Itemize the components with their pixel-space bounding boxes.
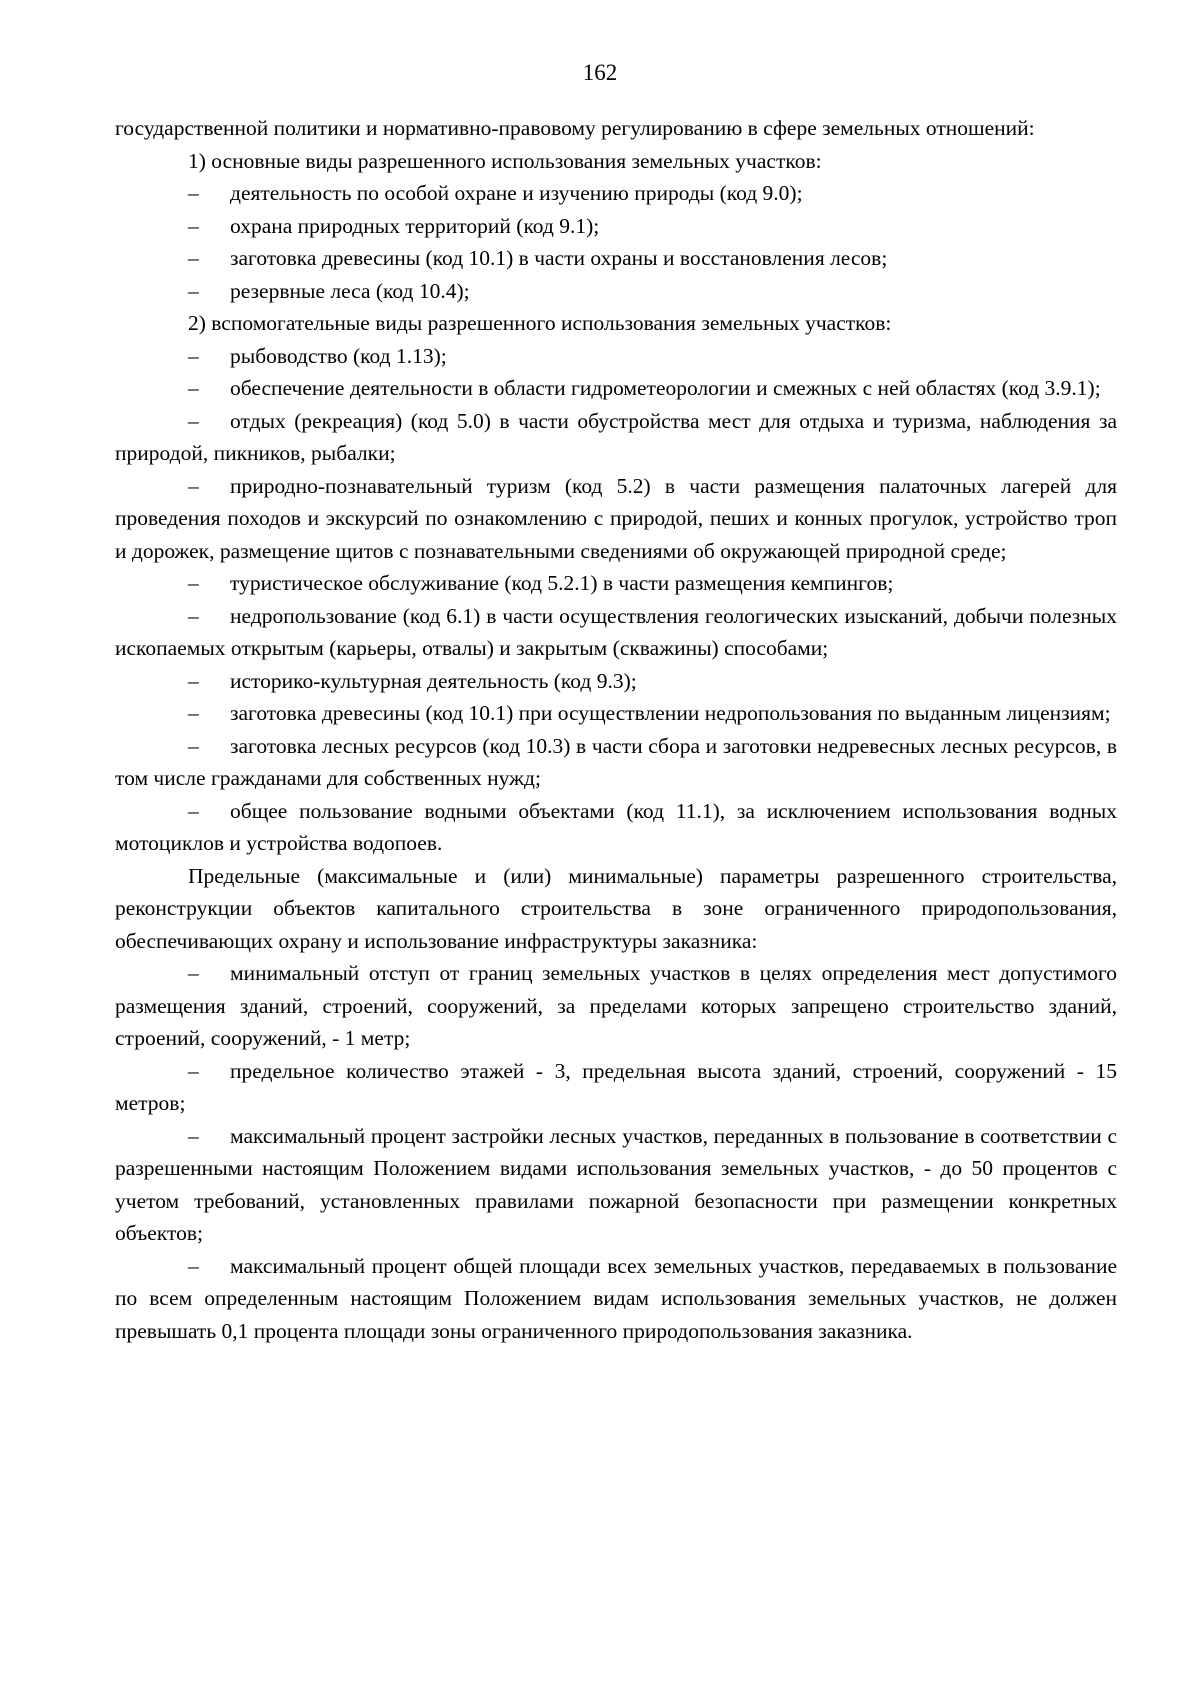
list-item bbox=[115, 1250, 1117, 1348]
list-item bbox=[115, 242, 1117, 275]
list-item bbox=[115, 340, 1117, 373]
list-item bbox=[115, 730, 1117, 795]
list-item-text: предельное количество этажей - 3, предельная высота зданий, строений, сооружений - 15 метров; bbox=[115, 1058, 1117, 1115]
list-item-text: охрана природных территорий (код 9.1); bbox=[230, 213, 600, 238]
list-item bbox=[115, 1055, 1117, 1120]
paragraph-main-uses-heading: 1) основные виды разрешенного использования земельных участков: bbox=[188, 148, 822, 173]
dash-marker: – bbox=[188, 1123, 199, 1148]
dash-marker: – bbox=[188, 798, 199, 823]
paragraph-continuation: государственной политики и нормативно-правовому регулированию в сфере земельных отношений: bbox=[115, 116, 1035, 140]
list-item-text: максимальный процент общей площади всех земельных участков, передаваемых в пользование по всем определенным настоящим Положением видам использования земельных участков, не должен превышать 0,1 процента площади зоны ограниченного природопользования заказника. bbox=[115, 1253, 1117, 1343]
dash-marker: – bbox=[188, 343, 199, 368]
list-item bbox=[115, 275, 1117, 308]
dash-marker: – bbox=[188, 961, 199, 985]
list-item-text: недропользование (код 6.1) в части осуществления геологических изысканий, добычи полезных ископаемых открытым (карьеры, отвалы) и закрытым (скважины) способами; bbox=[115, 603, 1117, 660]
list-item-text: деятельность по особой охране и изучению природы (код 9.0); bbox=[230, 181, 803, 205]
list-item-text: туристическое обслуживание (код 5.2.1) в части размещения кемпингов; bbox=[230, 571, 894, 595]
dash-marker: – bbox=[188, 571, 199, 595]
dash-marker: – bbox=[188, 668, 199, 693]
list-item-text: рыбоводство (код 1.13); bbox=[230, 343, 447, 368]
list-item-text: обеспечение деятельности в области гидрометеорологии и смежных с ней областях (код 3.9.1); bbox=[230, 376, 1101, 400]
paragraph-auxiliary-uses-heading: 2) вспомогательные виды разрешенного использования земельных участков: bbox=[188, 311, 892, 335]
dash-marker: – bbox=[188, 246, 199, 270]
dash-marker: – bbox=[188, 181, 199, 205]
list-item bbox=[115, 600, 1117, 665]
list-item-text: природно-познавательный туризм (код 5.2) в части размещения палаточных лагерей для проведения походов и экскурсий по ознакомлению с природой, пеших и конных прогулок, устройство троп и дорожек, размещение щитов с познавательными сведениями об окружающей природной среде; bbox=[115, 473, 1117, 563]
list-item bbox=[115, 210, 1117, 243]
dash-marker: – bbox=[188, 213, 199, 238]
page-number: 162 bbox=[582, 60, 618, 85]
list-item bbox=[115, 567, 1117, 600]
list-item-text: историко-культурная деятельность (код 9.3); bbox=[230, 668, 637, 693]
list-item-text: отдых (рекреация) (код 5.0) в части обустройства мест для отдыха и туризма, наблюдения за природой, пикников, рыбалки; bbox=[115, 408, 1117, 465]
list-item-text: максимальный процент застройки лесных участков, переданных в пользование в соответствии с разрешенными настоящим Положением видами использования земельных участков, - до 50 процентов с учетом требований, установленных правилами пожарной безопасности при размещении конкретных объектов; bbox=[115, 1123, 1117, 1245]
list-item-text: общее пользование водными объектами (код 11.1), за исключением использования водных мотоциклов и устройства водопоев. bbox=[115, 798, 1117, 855]
list-item-text: резервные леса (код 10.4); bbox=[230, 278, 470, 303]
paragraph-limit-parameters: Предельные (максимальные и (или) минимальные) параметры разрешенного строительства, реконструкции объектов капитального строительства в зоне ограниченного природопользования, обеспечивающих охрану и использование инфраструктуры заказника: bbox=[115, 863, 1117, 953]
document-body bbox=[115, 112, 1117, 1347]
dash-marker: – bbox=[188, 733, 199, 758]
list-item bbox=[115, 697, 1117, 730]
dash-marker: – bbox=[188, 376, 199, 400]
dash-marker: – bbox=[188, 1058, 199, 1083]
list-item bbox=[115, 957, 1117, 1055]
dash-marker: – bbox=[188, 278, 199, 303]
list-item-text: заготовка древесины (код 10.1) при осуществлении недропользования по выданным лицензиям; bbox=[230, 701, 1111, 725]
dash-marker: – bbox=[188, 473, 199, 498]
list-item bbox=[115, 372, 1117, 405]
list-item bbox=[115, 795, 1117, 860]
dash-marker: – bbox=[188, 603, 199, 628]
dash-marker: – bbox=[188, 408, 199, 433]
list-item bbox=[115, 1120, 1117, 1250]
list-item bbox=[115, 470, 1117, 568]
list-item bbox=[115, 665, 1117, 698]
list-item-text: заготовка древесины (код 10.1) в части охраны и восстановления лесов; bbox=[230, 246, 888, 270]
list-item-text: минимальный отступ от границ земельных участков в целях определения мест допустимого размещения зданий, строений, сооружений, за пределами которых запрещено строительство зданий, строений, сооружений, - 1 метр; bbox=[115, 961, 1117, 1050]
dash-marker: – bbox=[188, 1253, 199, 1278]
dash-marker: – bbox=[188, 701, 199, 725]
list-item bbox=[115, 405, 1117, 470]
list-item bbox=[115, 177, 1117, 210]
list-item-text: заготовка лесных ресурсов (код 10.3) в части сбора и заготовки недревесных лесных ресурсов, в том числе гражданами для собственных нужд; bbox=[115, 733, 1117, 790]
